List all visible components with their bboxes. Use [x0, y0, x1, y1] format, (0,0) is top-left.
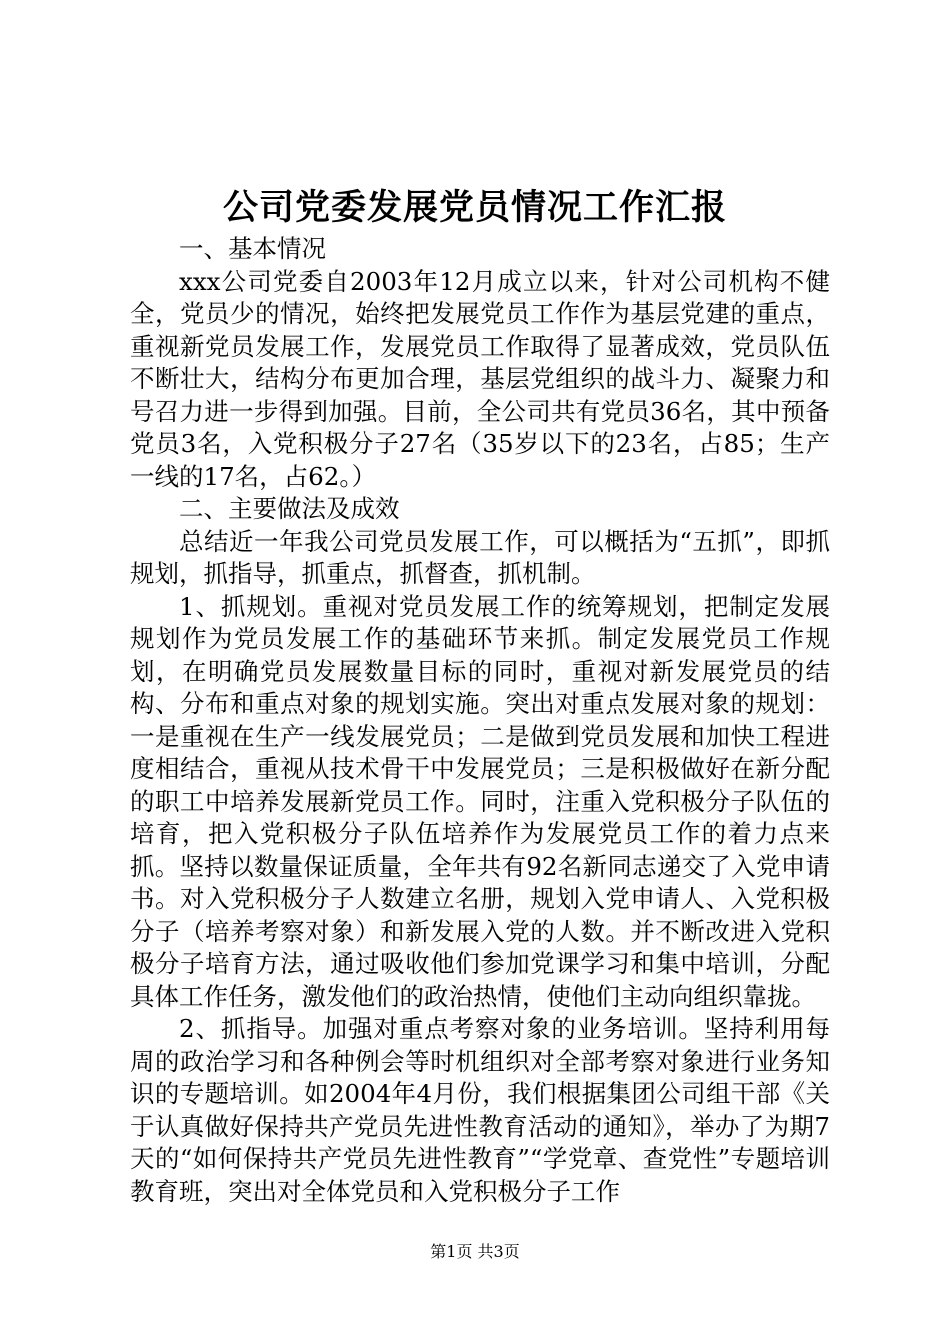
- section-heading-basic: 一、基本情况: [179, 234, 326, 263]
- paragraph-planning: 1、抓规划。重视对党员发展工作的统筹规划，把制定发展规划作为党员发展工作的基础环节来抓。制定发展党员工作规划，在明确党员发展数量目标的同时，重视对新发展党员的结构、分布和重点对象的规划实施。突出对重点发展对象的规划：一是重视在生产一线发展党员；二是做到党员发展和加快工程进度相结合，重视从技术骨干中发展党员；三是积极做好在新分配的职工中培养发展新党员工作。同时，注重入党积极分子队伍的培育，把入党积极分子队伍培养作为发展党员工作的着力点来抓。坚持以数量保证质量，全年共有92名新同志递交了入党申请书。对入党积极分子人数建立名册，规划入党申请人、入党积极分子（培养考察对象）和新发展入党的人数。并不断改进入党积极分子培育方法，通过吸收他们参加党课学习和集中培训，分配具体工作任务，激发他们的政治热情，使他们主动向组织靠拢。: [130, 591, 830, 1011]
- document-title: 公司党委发展党员情况工作汇报: [222, 187, 727, 228]
- document-body: [130, 233, 830, 1208]
- paragraph-summary: 总结近一年我公司党员发展工作，可以概括为“五抓”，即抓规划，抓指导，抓重点，抓督查，抓机制。: [130, 526, 830, 588]
- paragraph-basic-situation: xxx公司党委自2003年12月成立以来，针对公司机构不健全，党员少的情况，始终把发展党员工作作为基层党建的重点，重视新党员发展工作，发展党员工作取得了显著成效，党员队伍不断壮大，结构分布更加合理，基层党组织的战斗力、凝聚力和号召力进一步得到加强。目前，全公司共有党员36名，其中预备党员3名，入党积极分子27名（35岁以下的23名，占85；生产一线的17名，占62。）: [130, 266, 830, 491]
- section-heading-methods: 二、主要做法及成效: [179, 494, 400, 523]
- page-footer: 第1页 共3页: [430, 1242, 520, 1261]
- paragraph-guidance: 2、抓指导。加强对重点考察对象的业务培训。坚持利用每周的政治学习和各种例会等时机组织对全部考察对象进行业务知识的专题培训。如2004年4月份，我们根据集团公司组干部《关于认真做好保持共产党员先进性教育活动的通知》，举办了为期7天的“如何保持共产党员先进性教育”“学党章、查党性”专题培训教育班，突出对全体党员和入党积极分子工作: [130, 1014, 830, 1206]
